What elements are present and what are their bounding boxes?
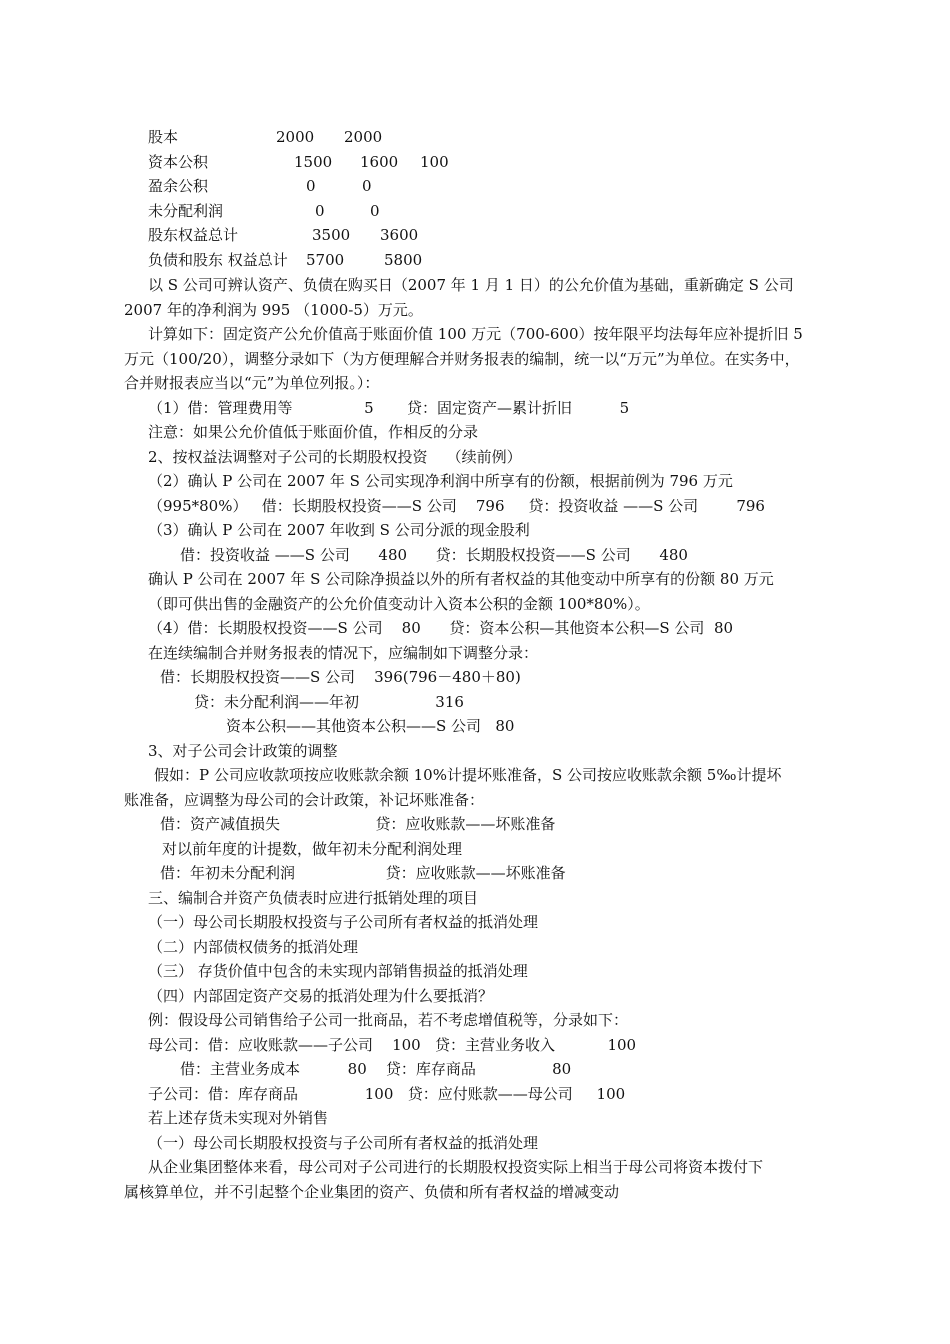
text-line: （3）确认 P 公司在 2007 年收到 S 公司分派的现金股利 [148,521,530,539]
text-line: 借：投资收益 ——S 公司 480 贷：长期股权投资——S 公司 480 [180,545,688,564]
table-cell: 3500 [312,226,351,244]
text-line: 假如：P 公司应收款项按应收账款余额 10%计提坏账准备，S 公司按应收账款余额 5‰计提坏 [154,766,782,784]
text-line: 账准备，应调整为母公司的会计政策，补记坏账准备： [124,790,485,809]
table-row-label: 股本 [148,128,179,146]
text-line: 在连续编制合并财务报表的情况下，应编制如下调整分录： [148,643,539,662]
text-line: 属核算单位，并不引起整个企业集团的资产、负债和所有者权益的增减变动 [124,1182,620,1201]
text-line: 借：主营业务成本 80 贷：库存商品 80 [180,1060,572,1078]
text-line: 注意：如果公允价值低于账面价值，作相反的分录 [148,423,479,441]
text-line: 计算如下：固定资产公允价值高于账面价值 100 万元（700-600）按年限平均法每年应补提折旧 5 [148,325,803,343]
table-cell: 1500 [294,152,333,171]
text-line: 借：年初未分配利润 贷：应收账款——坏账准备 [160,864,566,882]
text-line: （四）内部固定资产交易的抵消处理为什么要抵消？ [148,986,494,1005]
text-line: （4）借：长期股权投资——S 公司 80 贷：资本公积—其他资本公积—S 公司 80 [148,619,734,637]
text-line: 从企业集团整体来看，母公司对子公司进行的长期股权投资实际上相当于母公司将资本拨付下 [148,1158,764,1176]
table-cell: 0 [306,177,316,195]
text-line: 万元（100/20），调整分录如下（为方便理解合并财务报表的编制，统一以“万元”为单位。在实务中， [124,349,800,368]
text-line: （三） 存货价值中包含的未实现内部销售损益的抵消处理 [148,962,528,980]
table-cell: 0 [370,201,380,220]
text-line: 借：长期股权投资——S 公司 396(796－480＋80) [160,668,521,686]
text-line: 三、编制合并资产负债表时应进行抵销处理的项目 [148,888,479,907]
table-cell: 3600 [380,226,419,244]
text-line: 若上述存货未实现对外销售 [148,1109,329,1127]
table-cell: 2000 [344,128,383,146]
text-line: 母公司：借：应收账款——子公司 100 贷：主营业务收入 100 [148,1035,637,1054]
text-line: 例：假设母公司销售给子公司一批商品，若不考虑增值税等，分录如下： [148,1011,629,1029]
text-line: （一）母公司长期股权投资与子公司所有者权益的抵消处理 [148,1133,539,1152]
text-line: 借：资产减值损失 贷：应收账款——坏账准备 [160,815,556,833]
table-cell: 5700 [306,250,345,269]
table-cell: 0 [315,201,325,220]
text-line: 3、对子公司会计政策的调整 [148,741,338,760]
text-line: （2）确认 P 公司在 2007 年 S 公司实现净利润中所享有的份额，根据前例为 796 万元 [148,472,733,490]
text-line: （即可供出售的金融资产的公允价值变动计入资本公积的金额 100*80%）。 [148,594,650,613]
text-line: 2、按权益法调整对子公司的长期股权投资 （续前例） [148,447,522,466]
text-line: 资本公积——其他资本公积——S 公司 80 [226,717,515,735]
text-line: （二）内部债权债务的抵消处理 [148,937,359,956]
text-line: 对以前年度的计提数，做年初未分配利润处理 [162,839,463,858]
table-row-label: 股东权益总计 [148,226,239,244]
text-line: 子公司：借：库存商品 100 贷：应付账款——母公司 100 [148,1084,626,1103]
text-line: 2007 年的净利润为 995 （1000-5）万元。 [124,300,423,319]
table-cell: 1600 [360,152,399,171]
table-cell: 2000 [276,128,315,146]
text-line: 以 S 公司可辨认资产、负债在购买日（2007 年 1 月 1 日）的公允价值为基础，重新确定 S 公司 [148,276,794,294]
text-line: （一）母公司长期股权投资与子公司所有者权益的抵消处理 [148,913,539,931]
table-cell: 100 [420,152,449,171]
table-row-label: 资本公积 [148,152,209,171]
text-line: 确认 P 公司在 2007 年 S 公司除净损益以外的所有者权益的其他变动中所享有的份额 80 万元 [148,570,774,588]
text-line: 贷：未分配利润——年初 316 [194,692,464,711]
text-line: （1）借：管理费用等 5 贷：固定资产—累计折旧 5 [148,398,630,417]
text-line: （995*80%） 借：长期股权投资——S 公司 796 贷：投资收益 ——S 公司 796 [148,496,765,515]
table-row-label: 负债和股东 权益总计 [148,250,288,269]
table-cell: 5800 [384,250,423,269]
table-row-label: 盈余公积 [148,177,209,195]
table-cell: 0 [362,177,372,195]
text-line: 合并财报表应当以“元”为单位列报。）： [124,374,380,392]
table-row-label: 未分配利润 [148,201,224,220]
